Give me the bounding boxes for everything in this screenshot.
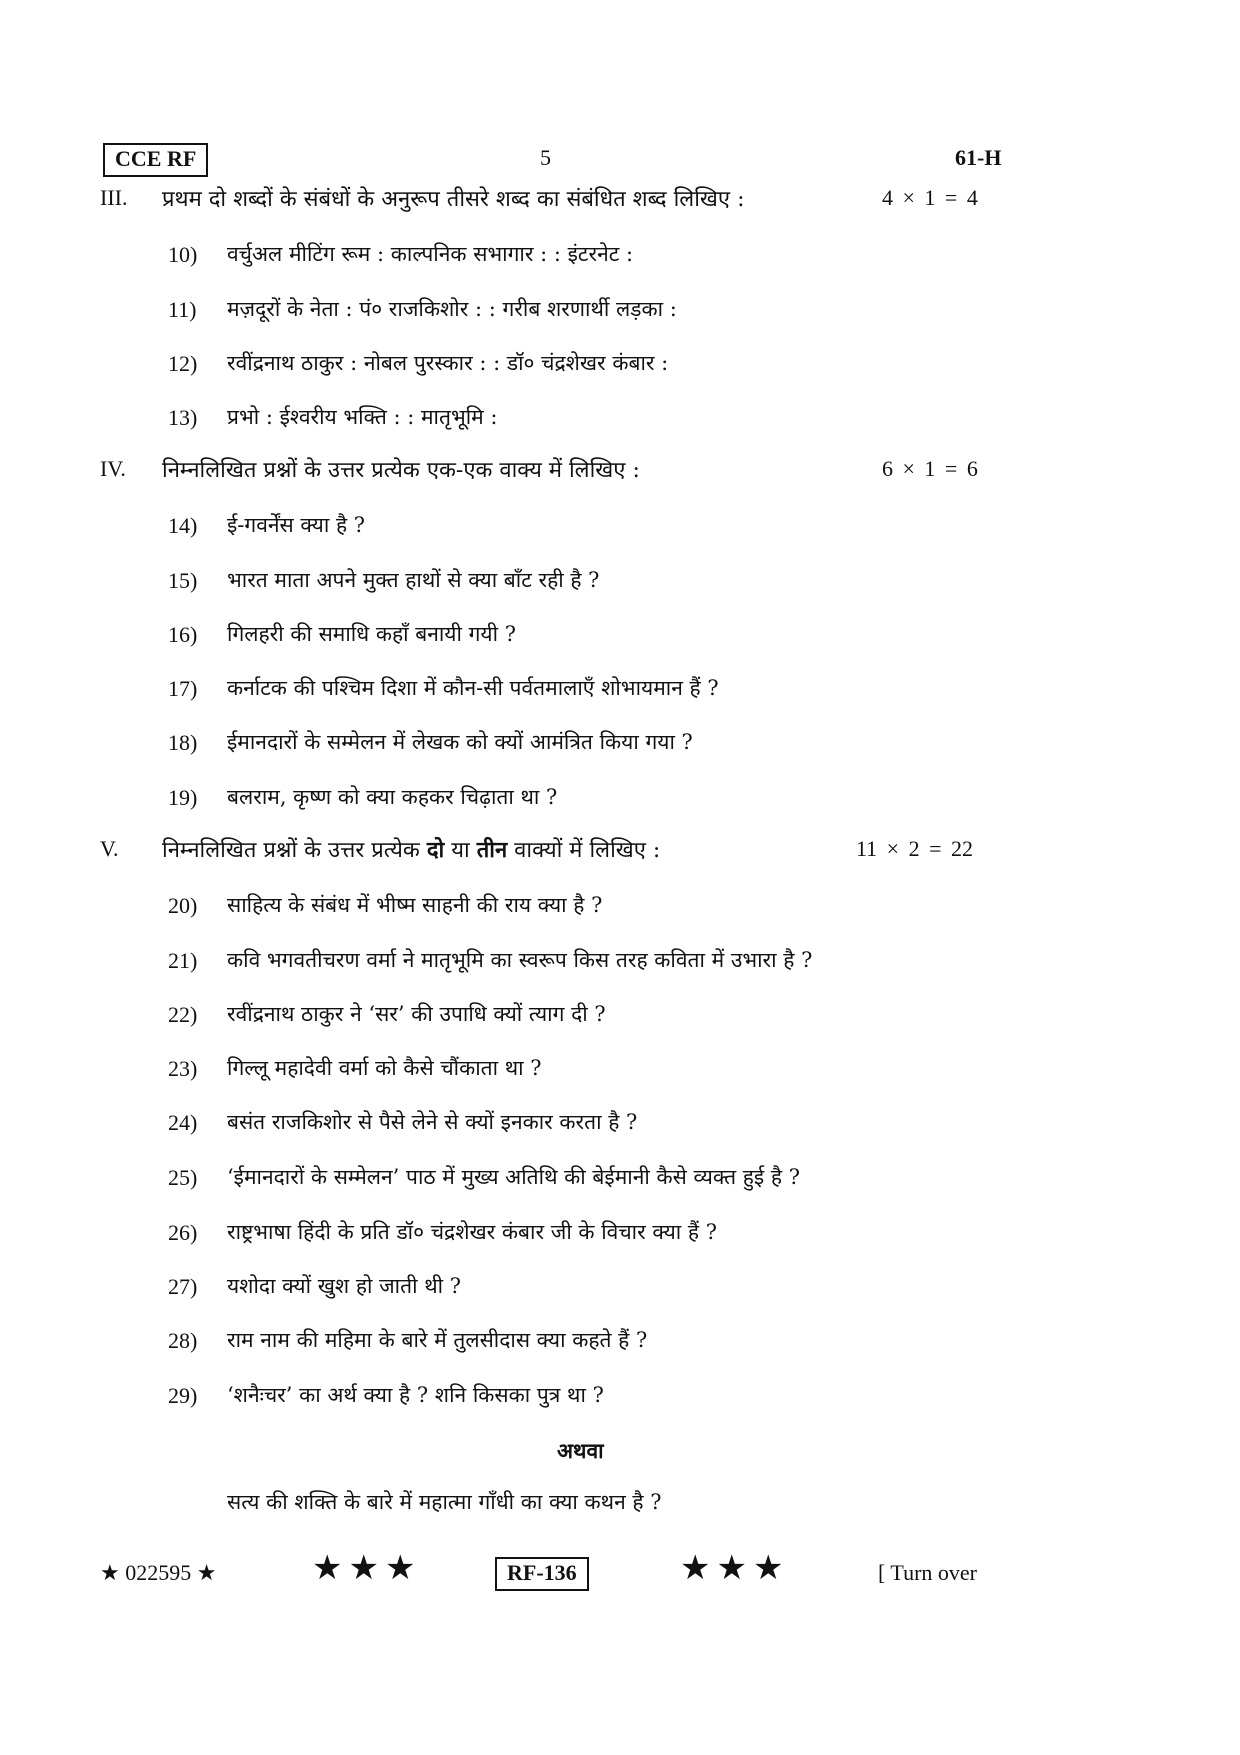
paper-code: 61-H: [955, 145, 1002, 170]
section-number: IV.: [100, 456, 126, 481]
header-code-box: CCE RF: [103, 143, 208, 177]
question-number: 20): [168, 893, 198, 918]
question-text: गिलहरी की समाधि कहाँ बनायी गयी ?: [227, 622, 516, 646]
question-number: 15): [168, 568, 198, 593]
question-text: प्रभो : ईश्वरीय भक्ति : : मातृभूमि :: [227, 405, 498, 429]
question-text: ईमानदारों के सम्मेलन में लेखक को क्यों आमंत्रित किया गया ?: [227, 730, 693, 754]
instruction-emphasis: दो: [426, 837, 445, 863]
turn-over-label: [ Turn over: [878, 1560, 978, 1585]
section-number: V.: [100, 836, 119, 861]
instruction-part: वाक्यों में लिखिए :: [514, 838, 661, 863]
question-text: राम नाम की महिमा के बारे में तुलसीदास क्या कहते हैं ?: [227, 1328, 648, 1352]
question-number: 22): [168, 1002, 198, 1027]
section-instruction: प्रथम दो शब्दों के संबंधों के अनुरूप तीसरे शब्द का संबंधित शब्द लिखिए :: [162, 187, 745, 212]
instruction-part: या: [451, 838, 470, 863]
question-number: 27): [168, 1274, 198, 1299]
question-number: 12): [168, 351, 198, 376]
question-number: 26): [168, 1220, 198, 1245]
section-number: III.: [100, 185, 128, 210]
star-icons-left: ★★★: [312, 1548, 422, 1588]
question-text: वर्चुअल मीटिंग रूम : काल्पनिक सभागार : : इंटरनेट :: [227, 242, 634, 266]
question-number: 28): [168, 1328, 198, 1353]
question-number: 18): [168, 730, 198, 755]
question-number: 25): [168, 1165, 198, 1190]
question-number: 11): [168, 297, 197, 322]
section-marks: 6 × 1 = 6: [882, 456, 978, 481]
question-text: राष्ट्रभाषा हिंदी के प्रति डॉ० चंद्रशेखर कंबार जी के विचार क्या हैं ?: [227, 1220, 718, 1244]
question-number: 24): [168, 1110, 198, 1135]
question-number: 21): [168, 948, 198, 973]
question-text: भारत माता अपने मुक्त हाथों से क्या बाँट रही है ?: [227, 568, 600, 592]
footer-code-box: RF-136: [495, 1557, 589, 1591]
section-instruction: निम्नलिखित प्रश्नों के उत्तर प्रत्येक एक-एक वाक्य में लिखिए :: [162, 458, 640, 483]
or-label: अथवा: [557, 1438, 604, 1463]
alternative-question: सत्य की शक्ति के बारे में महात्मा गाँधी का क्या कथन है ?: [227, 1490, 662, 1514]
question-text: ‘शनैःचर’ का अर्थ क्या है ? शनि किसका पुत्र था ?: [227, 1383, 604, 1407]
question-number: 16): [168, 622, 198, 647]
question-text: रवींद्रनाथ ठाकुर : नोबल पुरस्कार : : डॉ० चंद्रशेखर कंबार :: [227, 351, 669, 375]
question-number: 14): [168, 513, 198, 538]
question-text: रवींद्रनाथ ठाकुर ने ‘सर’ की उपाधि क्यों त्याग दी ?: [227, 1002, 606, 1026]
section-instruction: [162, 834, 660, 864]
section-marks: 11 × 2 = 22: [856, 836, 973, 861]
section-marks: 4 × 1 = 4: [882, 185, 978, 210]
question-text: बलराम, कृष्ण को क्या कहकर चिढ़ाता था ?: [227, 785, 558, 809]
question-text: ‘ईमानदारों के सम्मेलन’ पाठ में मुख्य अतिथि की बेईमानी कैसे व्यक्त हुई है ?: [227, 1165, 800, 1189]
question-text: कर्नाटक की पश्चिम दिशा में कौन-सी पर्वतमालाएँ शोभायमान हैं ?: [227, 676, 719, 700]
question-number: 13): [168, 405, 198, 430]
question-number: 10): [168, 242, 198, 267]
question-text: यशोदा क्यों खुश हो जाती थी ?: [227, 1274, 461, 1298]
question-text: ई-गवर्नेंस क्या है ?: [227, 513, 366, 537]
star-icons-right: ★★★: [680, 1548, 790, 1588]
question-number: 17): [168, 676, 198, 701]
question-text: मज़दूरों के नेता : पं० राजकिशोर : : गरीब शरणार्थी लड़का :: [227, 297, 677, 321]
serial-number: ★ 022595 ★: [100, 1560, 217, 1585]
question-text: साहित्य के संबंध में भीष्म साहनी की राय क्या है ?: [227, 893, 603, 917]
question-number: 29): [168, 1383, 198, 1408]
question-text: बसंत राजकिशोर से पैसे लेने से क्यों इनकार करता है ?: [227, 1110, 638, 1134]
instruction-emphasis: तीन: [476, 837, 508, 863]
question-text: गिल्लू महादेवी वर्मा को कैसे चौंकाता था ?: [227, 1056, 542, 1080]
instruction-part: निम्नलिखित प्रश्नों के उत्तर प्रत्येक: [162, 838, 420, 863]
page-number: 5: [540, 145, 551, 170]
question-text: कवि भगवतीचरण वर्मा ने मातृभूमि का स्वरूप किस तरह कविता में उभारा है ?: [227, 948, 813, 972]
question-number: 19): [168, 785, 198, 810]
question-number: 23): [168, 1056, 198, 1081]
